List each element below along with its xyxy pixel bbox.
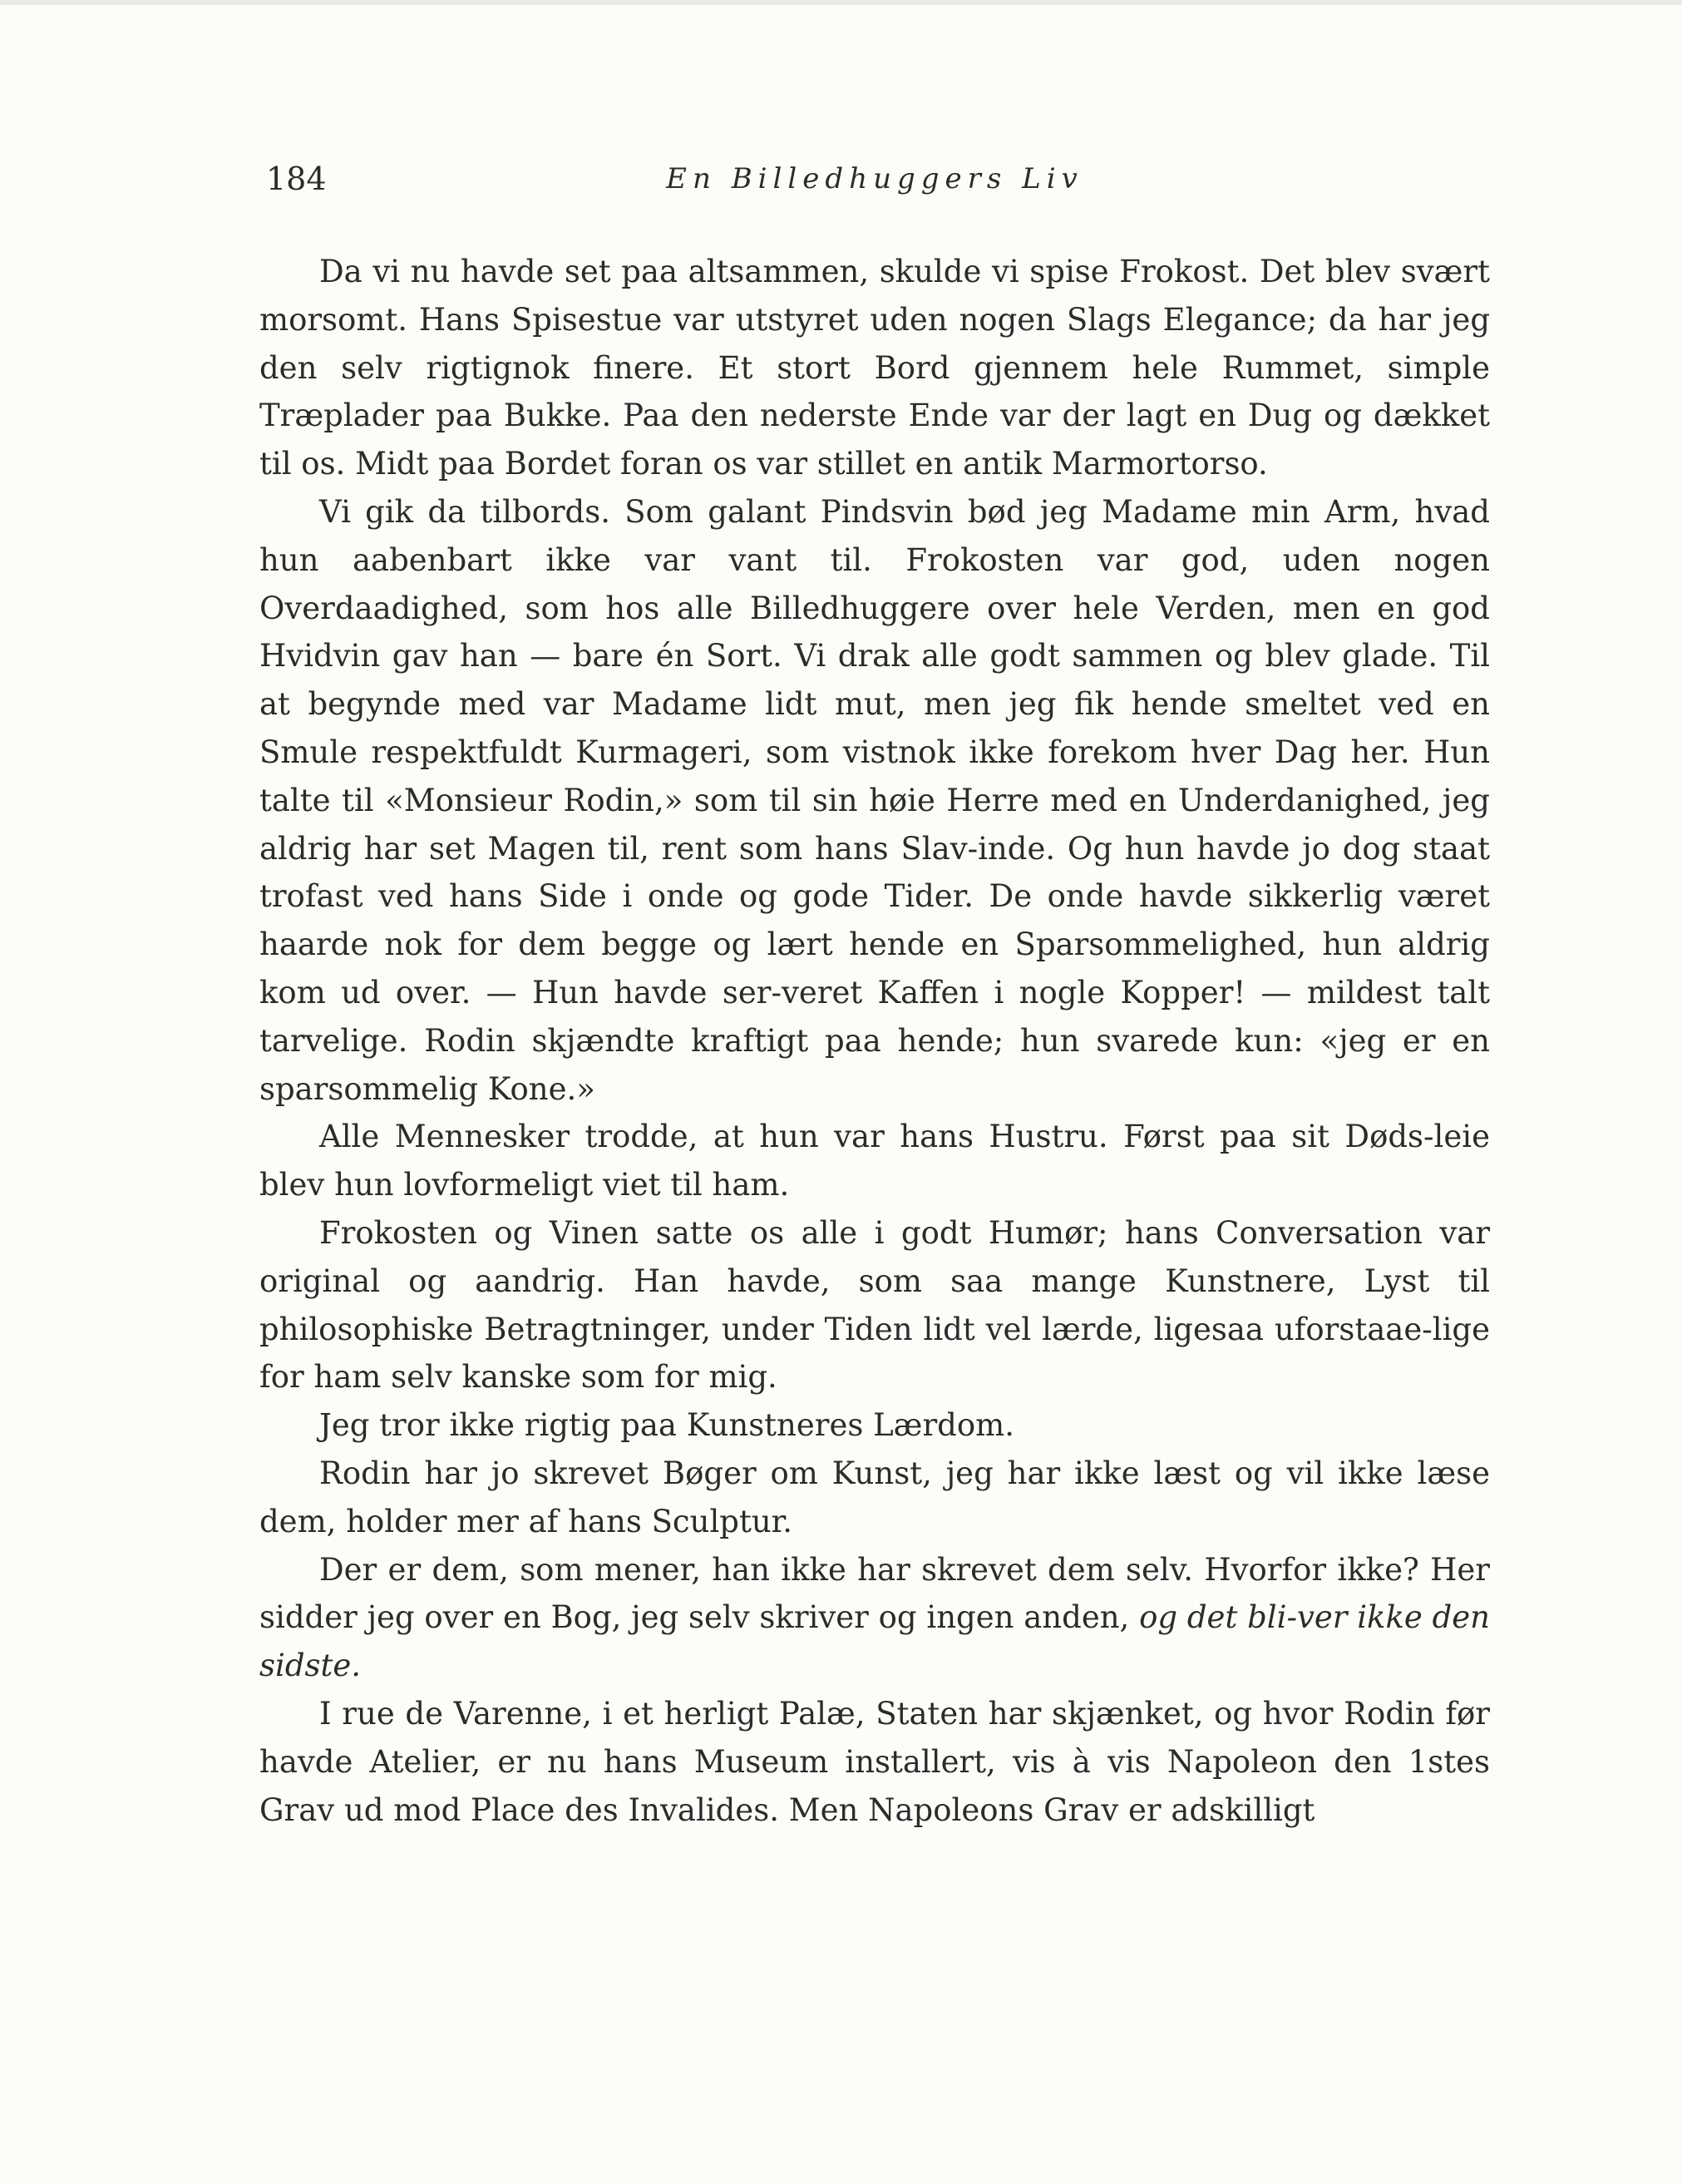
- paragraph: Vi gik da tilbords. Som galant Pindsvin bød jeg Madame min Arm, hvad hun aabenbart ikke var vant til. Frokosten var god, uden nogen Overdaadighed, som hos alle Billedhuggere over hele Verden, men en god Hvidvin gav han — bare én Sort. Vi drak alle godt sammen og blev glade. Til at begynde med var Madame lidt mut, men jeg fik hende smeltet ved en Smule respektfuldt Kurmageri, som vistnok ikke forekom hver Dag her. Hun talte til «Monsieur Rodin,» som til sin høie Herre med en Underdanighed, jeg aldrig har set Magen til, rent som hans Slav-inde. Og hun havde jo dog staat trofast ved hans Side i onde og gode Tider. De onde havde sikkerlig været haarde nok for dem begge og lært hende en Sparsommelighed, hun aldrig kom ud over. — Hun havde ser-veret Kaffen i nogle Kopper! — mildest talt tarvelige. Rodin skjændte kraftigt paa hende; hun svarede kun: «jeg er en sparsommelig Kone.»: [259, 493, 1490, 1107]
- paragraph: I rue de Varenne, i et herligt Palæ, Staten har skjænket, og hvor Rodin før havde Atelier, er nu hans Museum installert, vis à vis Napoleon den 1stes Grav ud mod Place des Invalides. Men Napoleons Grav er adskilligt: [259, 1695, 1490, 1828]
- paragraph: Da vi nu havde set paa altsammen, skulde vi spise Frokost. Det blev svært morsomt. Hans Spisestue var utstyret uden nogen Slags Elegance; da har jeg den selv rigtignok finere. Et stort Bord gjennem hele Rummet, simple Træplader paa Bukke. Paa den nederste Ende var der lagt en Dug og dækket til os. Midt paa Bordet foran os var stillet en antik Marmortorso.: [259, 254, 1490, 482]
- paragraph: [259, 1546, 1490, 1690]
- paragraph: Frokosten og Vinen satte os alle i godt Humør; hans Conversation var original og aandrig. Han havde, som saa mange Kunstnere, Lyst til philosophiske Betragtninger, under Tiden lidt vel lærde, ligesaa uforstaae-lige for ham selv kanske som for mig.: [259, 1214, 1490, 1396]
- paragraph: Alle Mennesker trodde, at hun var hans Hustru. Først paa sit Døds-leie blev hun lovformeligt viet til ham.: [259, 1119, 1490, 1203]
- running-head: [259, 158, 1490, 208]
- paragraph: Rodin har jo skrevet Bøger om Kunst, jeg har ikke læst og vil ikke læse dem, holder mer af hans Sculptur.: [259, 1455, 1490, 1539]
- page-top-edge: [0, 0, 1682, 5]
- body-text: [259, 248, 1490, 1834]
- paragraph-text: Der er dem, som mener, han ikke har skrevet dem selv. Hvorfor ikke? Her sidder jeg over en Bog, jeg selv skriver og ingen anden,: [259, 1551, 1490, 1636]
- italic-phrase: og det bli-ver ikke den sidste.: [259, 1599, 1491, 1684]
- page-number: 184: [266, 161, 327, 197]
- running-title: En Billedhuggers Liv: [666, 162, 1083, 195]
- paragraph: Jeg tror ikke rigtig paa Kunstneres Lærdom.: [319, 1407, 1014, 1444]
- book-page: [259, 158, 1490, 1834]
